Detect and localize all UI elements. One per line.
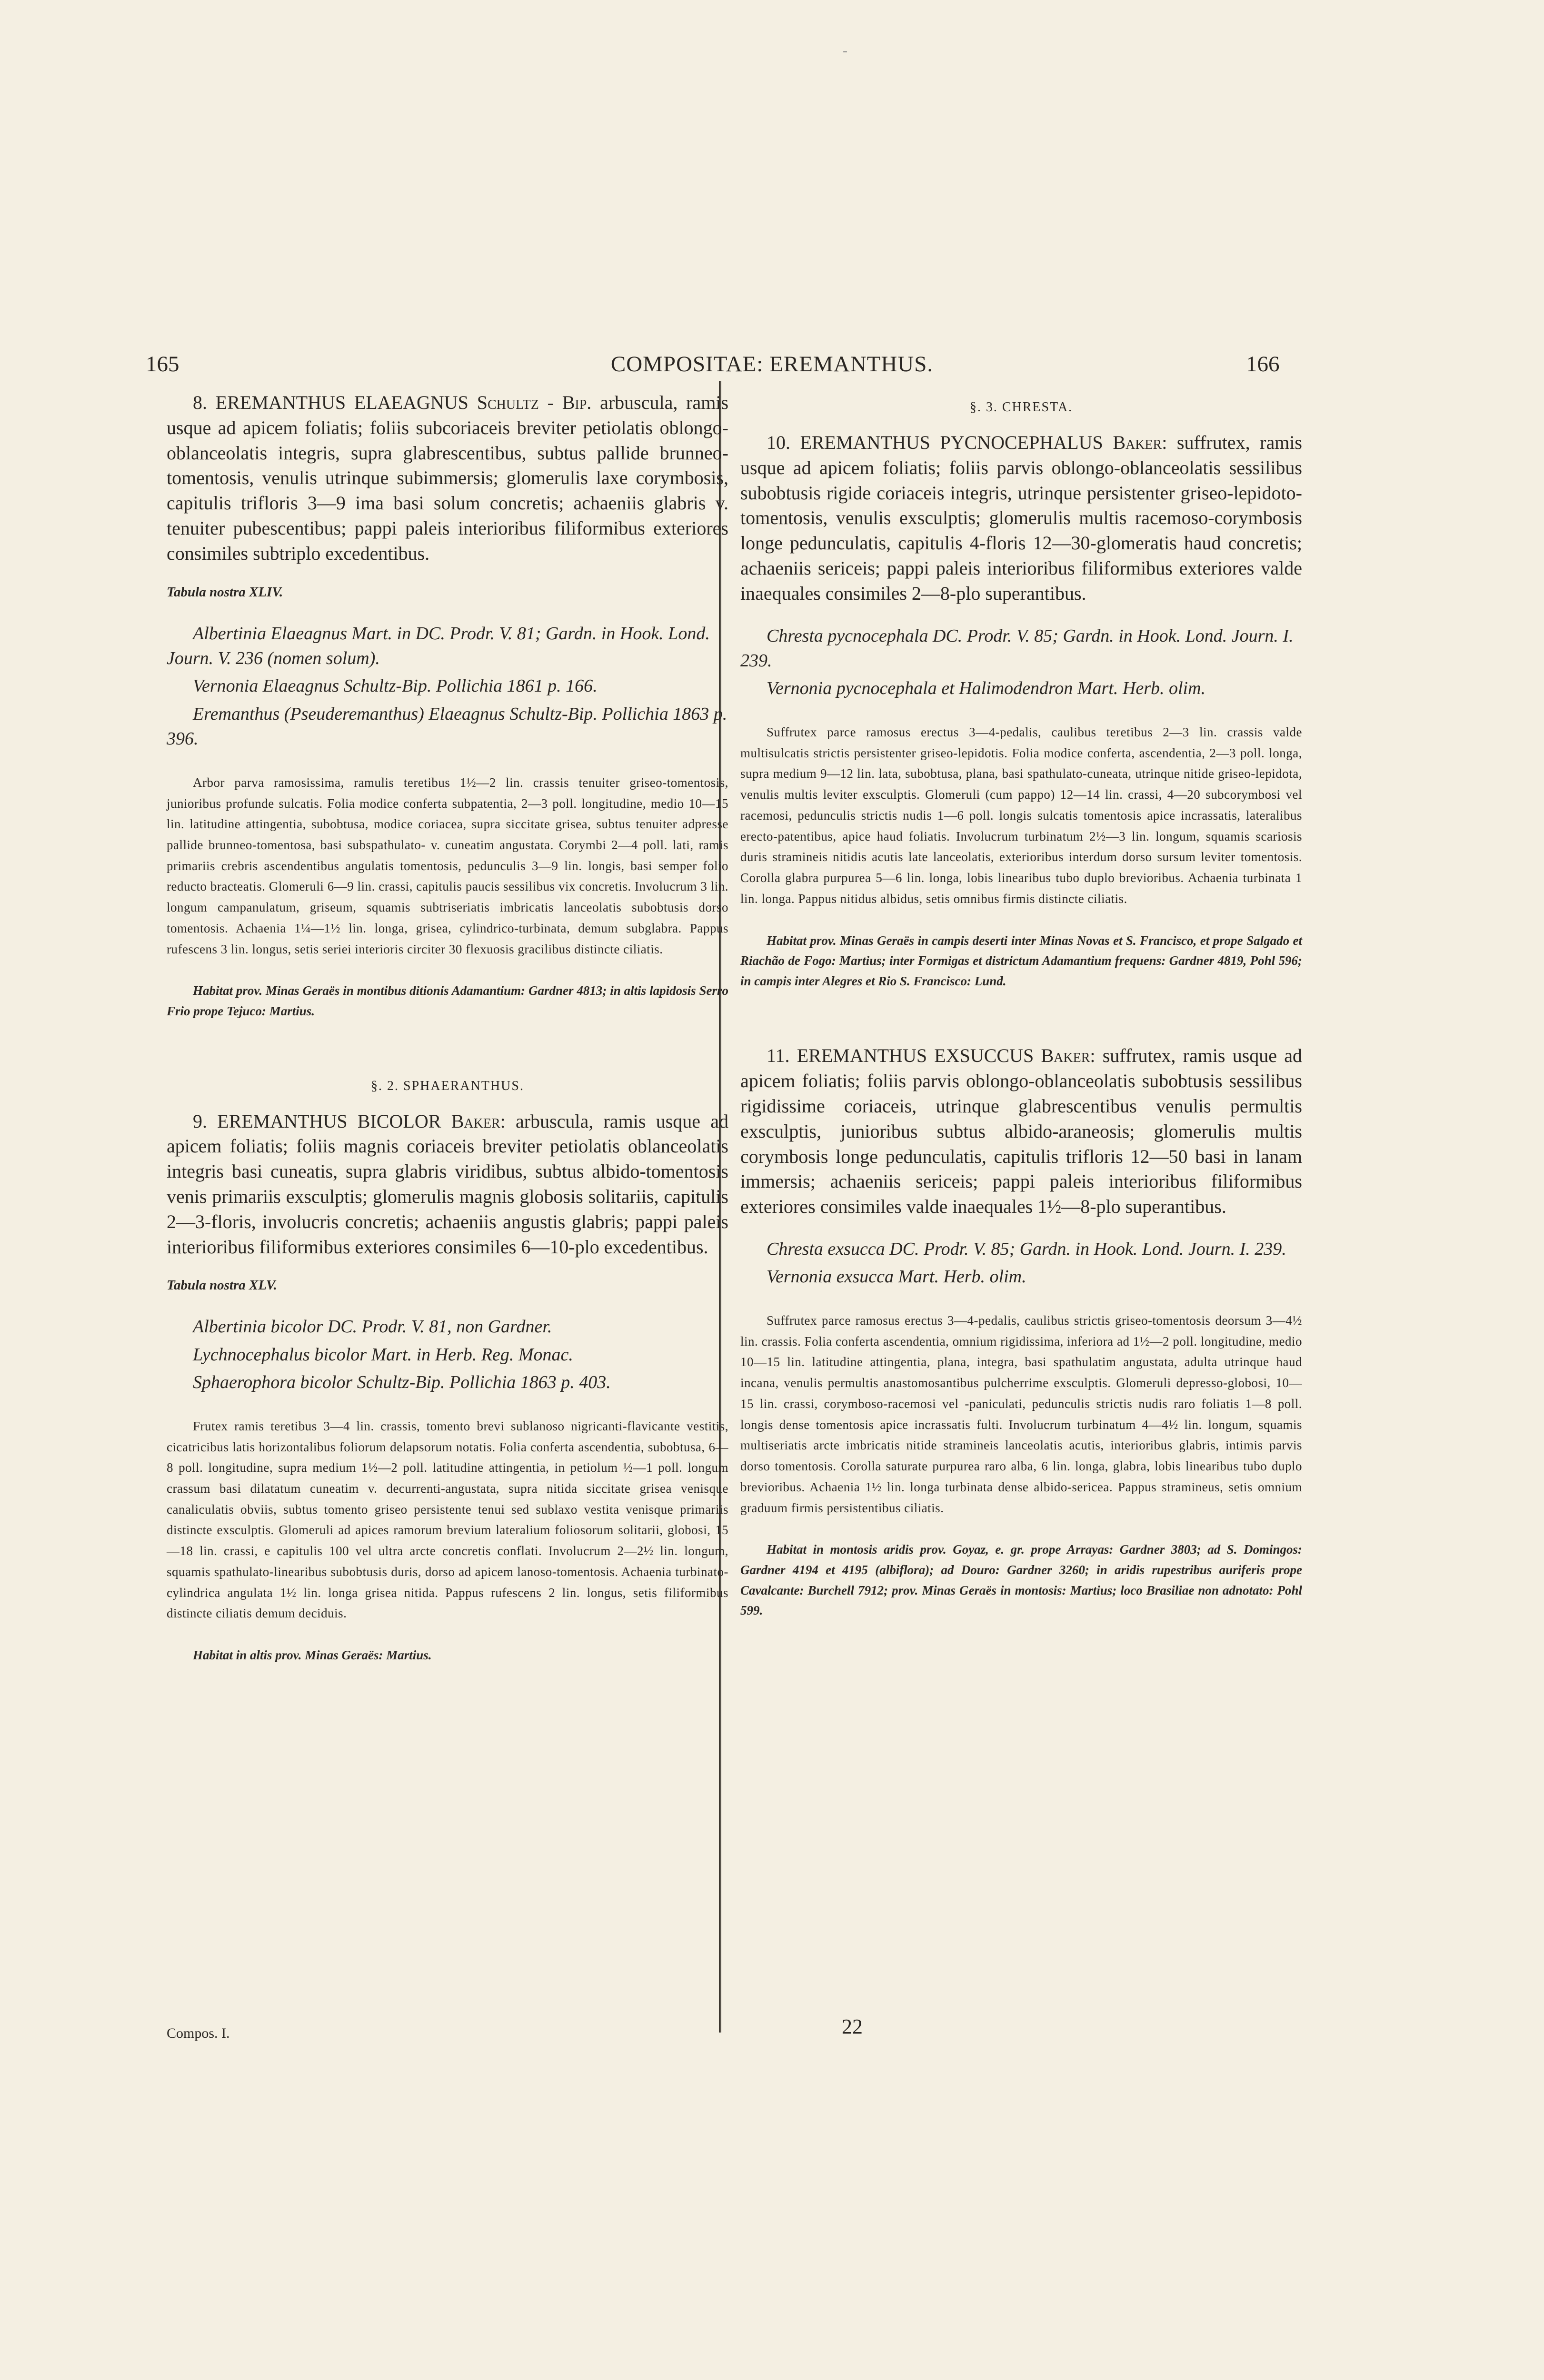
species-entry-8 [167, 390, 728, 566]
synonymy [740, 624, 1302, 701]
synonym: Lychnocephalus bicolor Mart. in Herb. Reg. Monac. [193, 1344, 573, 1365]
species-entry-11 [740, 1043, 1302, 1220]
synonym: Vernonia exsucca Mart. Herb. olim. [767, 1267, 1026, 1287]
plate-reference: Tabula nostra XLIV. [167, 584, 283, 600]
synonymy [740, 1237, 1302, 1289]
gathering-mark: Compos. I. [167, 2025, 230, 2041]
synonym: Vernonia pycnocephala et Halimodendron Mart. Herb. olim. [767, 678, 1206, 699]
habitat-note: Habitat in altis prov. Minas Geraës: Martius. [193, 1648, 432, 1663]
habitat-note: Habitat prov. Minas Geraës in montibus ditionis Adamantium: Gardner 4813; in altis lapidosis Serro Frio prope Tejuco: Martius. [167, 983, 728, 1019]
species-heading: 10. EREMANTHUS PYCNOCEPHALUS [767, 432, 1103, 453]
species-heading: 11. EREMANTHUS EXSUCCUS [767, 1045, 1034, 1067]
species-diagnosis: suffrutex, ramis usque ad apicem foliatis; foliis parvis oblongo-oblanceolatis subobtusis sessilibus rigidissime coriaceis, utrinque glabrescentibus venulis permultis exsculptis, junioribus subtus albido-araneosis; glomerulis multis corymbosis longe pedunculatis, capitulis trifloris 12—50 basi in lanam immersis; achaeniis sericeis; pappi paleis interioribus filiformibus exteriores consimiles valde inaequales 1½—8-plo superantibus. [740, 1045, 1303, 1218]
species-entry-10 [740, 430, 1302, 606]
species-author: Baker: [1041, 1045, 1096, 1067]
synonym: Eremanthus (Pseuderemanthus) Elaeagnus Schultz-Bip. Pollichia 1863 p. 396. [167, 704, 727, 749]
synonym: Chresta pycnocephala DC. Prodr. V. 85; Gardn. in Hook. Lond. Journ. I. 239. [740, 625, 1294, 671]
species-description: Frutex ramis teretibus 3—4 lin. crassis, tomento brevi sublanoso nigricanti-flavicante vestitis, cicatricibus latis horizontalibus foliorum delapsorum notatis. Folia conferta ascendentia, subobtusa, 6—8 poll. longitudine, supra medium 1½—2 poll. latitudine attingentia, in petiolum ½—1 poll. longum crassum basi dilatatum cuneatim v. decurrenti-angustata, supra nitida siccitate grisea venisque canaliculatis obviis, subtus tomento griseo persistente tenui sed sublaxo vestita venisque primariis distincte exsculptis. Glomeruli ad apices ramorum brevium lateralium foliosorum solitarii, globosi, 15—18 lin. crassi, e capitulis 100 vel ultra arcte concretis conflati. Involucrum 2—2½ lin. longum, squamis spathulato-linearibus subobtusis duris, dorso ad apicem lanoso-tomentosis. Achaenia turbinato-cylindrica angulata 1½ lin. longa grisea nitida. Pappus rufescens 2 lin. longus, setis filiformibus distincte ciliatis demum deciduis. [167, 1418, 728, 1621]
habitat-note: Habitat prov. Minas Geraës in campis deserti inter Minas Novas et S. Francisco, et prope Salgado et Riachão de Fogo: Martius; inter Formigas et districtum Adamantium frequens: Gardner 4819, Pohl 596; in campis inter Alegres et Rio S. Francisco: Lund. [740, 933, 1302, 988]
synonym: Sphaerophora bicolor Schultz-Bip. Pollichia 1863 p. 403. [193, 1372, 611, 1393]
synonym: Albertinia bicolor DC. Prodr. V. 81, non Gardner. [193, 1317, 552, 1337]
species-heading: 9. EREMANTHUS BICOLOR [193, 1110, 441, 1132]
section-heading: §. 2. SPHAERANTHUS. [371, 1078, 524, 1093]
species-description: Suffrutex parce ramosus erectus 3—4-pedalis, caulibus strictis griseo-tomentosis deorsum 3—4½ lin. crassis. Folia conferta ascendentia, omnium rigidissima, inferiora ad 1½—2 poll. longitudine, medio 10—15 lin. latitudine attingentia, plana, integra, basi spathulatim angustata, adulta utrinque haud incana, venulis permultis anastomosantibus pulcherrime exsculptis. Glomeruli depresso-globosi, 10—15 lin. crassi, corymboso-racemosi vel -paniculati, pedunculis strictis nudis raro foliatis 1—8 poll. longis dense tomentosis apice incrassatis fulti. Involucrum turbinatum 4—4½ lin. longum, squamis multiseriatis arcte imbricatis nitide stramineis lanceolatis acutis, interioribus glabris, intimis parvis dorso tomentosis. Corolla saturate purpurea raro alba, 6 lin. longa, glabra, lobis linearibus tubo duplo brevioribus. Achaenia 1½ lin. longa turbinata dense albido-sericea. Pappus stramineus, setis omnium graduum firmis persistentibus ciliatis. [740, 1313, 1302, 1515]
signature-mark: 22 [842, 2015, 863, 2038]
habitat-note: Habitat in montosis aridis prov. Goyaz, e. gr. prope Arrayas: Gardner 3803; ad S. Domingos: Gardner 4194 et 4195 (albiflora); ad Douro: Gardner 3260; in aridis rupestribus auriferis prope Cavalcante: Burchell 7912; prov. Minas Geraës in montosis: Martius; loco Brasiliae non adnotato: Pohl 599. [740, 1542, 1302, 1618]
species-description: Suffrutex parce ramosus erectus 3—4-pedalis, caulibus teretibus 2—3 lin. crassis valde multisulcatis strictis persistenter griseo-lepidotis. Folia modice conferta, ascendentia, 2—3 poll. longa, supra medium 9—12 lin. lata, subobtusa, plana, basi spathulato-cuneata, utrinque nitide griseo-lepidota, venulis multis leviter exsculptis. Glomeruli (cum pappo) 12—14 lin. crassi, 4—20 subcorymbosi vel racemosi, pedunculis strictis nudis 1—6 poll. longis sulcatis tomentosis apice incrassatis, lateralibus erecto-patentibus, apice haud foliatis. Involucrum turbinatum 2½—3 lin. longum, squamis scariosis duris stramineis nitidis acutis late lanceolatis, exterioribus interdum dorso sursum leviter tomentosis. Corolla glabra purpurea 5—6 lin. longa, lobis linearibus tubo duplo brevioribus. Achaenia turbinata 1 lin. longa. Pappus nitidus albidus, setis omnibus firmis distincte ciliatis. [740, 724, 1302, 906]
species-author: Schultz - Bip. [477, 392, 592, 413]
synonymy [167, 621, 728, 752]
page-number-left: 165 [146, 352, 179, 377]
scan-mark: - [843, 43, 847, 59]
synonymy [167, 1314, 728, 1395]
species-diagnosis: suffrutex, ramis usque ad apicem foliatis; foliis parvis oblongo-oblanceolatis sessilibus subobtusis rigide coriaceis integris, utrinque persistenter griseo-lepidoto-tomentosis, venulis exsculptis; glomerulis multis racemoso-corymbosis longe pedunculatis, capitulis 4-floris 12—30-glomeratis haud concretis; achaeniis sericeis; pappi paleis interioribus filiformibus exteriores valde inaequales consimiles 2—8-plo superantibus. [740, 432, 1302, 604]
running-title: COMPOSITAE: EREMANTHUS. [610, 352, 934, 377]
right-column [740, 390, 1302, 1621]
synonym: Vernonia Elaeagnus Schultz-Bip. Pollichia 1861 p. 166. [193, 676, 598, 696]
species-description: Arbor parva ramosissima, ramulis teretibus 1½—2 lin. crassis tenuiter griseo-tomentosis, junioribus profunde sulcatis. Folia modice conferta subpatentia, 2—3 poll. longitudine, medio 10—15 lin. latitudine attingentia, subobtusa, modice coriacea, supra siccitate grisea, subtus tenuiter adpresse pallide brunneo-tomentosa, basi subspathulato- v. cuneatim angustata. Corymbi 2—4 poll. lati, ramis primariis crebris ascendentibus angulatis tomentosis, pedunculis 3—9 lin. longis, basi semper folio reducto bracteatis. Glomeruli 6—9 lin. crassi, capitulis paucis sessilibus vix concretis. Involucrum 3 lin. longum campanulatum, griseum, squamis subtriseriatis imbricatis lanceolatis subobtusis dorso tomentosis. Achaenia 1¼—1½ lin. longa, grisea, cylindrico-turbinata, demum subglabra. Pappus rufescens 3 lin. longus, setis seriei interioris circiter 30 flexuosis gracilibus distincte ciliatis. [167, 775, 728, 956]
species-heading: 8. EREMANTHUS ELAEAGNUS [193, 392, 468, 413]
plate-reference: Tabula nostra XLV. [167, 1278, 277, 1293]
species-entry-9 [167, 1109, 728, 1260]
species-diagnosis: arbuscula, ramis usque ad apicem foliatis; foliis magnis coriaceis breviter petiolatis oblanceolatis integris basi cuneatis, supra glabris viridibus, subtus albido-tomentosis venis primariis exsculptis; glomerulis magnis globosis solitariis, capitulis 2—3-floris, involucris concretis; achaeniis angustis glabris; pappi paleis interioribus filiformibus exteriores consimiles 6—10-plo excedentibus. [167, 1110, 729, 1258]
synonym: Chresta exsucca DC. Prodr. V. 85; Gardn. in Hook. Lond. Journ. I. 239. [767, 1239, 1286, 1259]
species-diagnosis: arbuscula, ramis usque ad apicem foliatis; foliis subcoriaceis breviter petiolatis oblongo-oblanceolatis integris, supra glabrescentibus, subtus pallide brunneo-tomentosis, venulis utrinque subimmersis; glomerulis laxe corymbosis, capitulis trifloris 3—9 ima basi solum concretis; achaeniis glabris v. tenuiter pubescentibus; pappi paleis interioribus filiformibus exteriores consimiles subtriplo excedentibus. [167, 392, 729, 564]
left-column [167, 390, 728, 1666]
page-number-right: 166 [1246, 352, 1280, 377]
species-author: Baker: [1113, 432, 1167, 453]
species-author: Baker: [451, 1110, 506, 1132]
synonym: Albertinia Elaeagnus Mart. in DC. Prodr. V. 81; Gardn. in Hook. Lond. Journ. V. 236 (nomen solum). [167, 623, 710, 669]
section-heading: §. 3. CHRESTA. [969, 400, 1073, 415]
